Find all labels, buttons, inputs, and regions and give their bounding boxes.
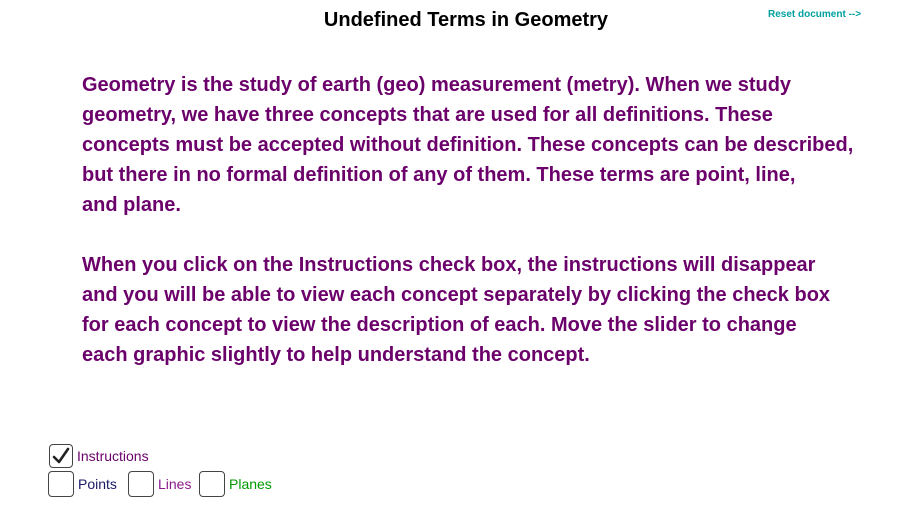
planes-checkbox-label[interactable]: Planes (229, 476, 272, 492)
intro-line: concepts must be accepted without definition. These concepts can be described, (82, 134, 854, 156)
page-title: Undefined Terms in Geometry (323, 9, 609, 31)
points-checkbox-row[interactable] (48, 471, 117, 497)
lines-checkbox[interactable] (128, 471, 154, 497)
instructions-checkbox[interactable] (49, 444, 73, 468)
instructions-checkbox-label[interactable]: Instructions (77, 448, 149, 464)
intro-line: geometry, we have three concepts that are used for all definitions. These (82, 104, 773, 126)
instructions-line: for each concept to view the description of each. Move the slider to change (82, 314, 797, 336)
instructions-checkbox-row[interactable] (49, 444, 149, 468)
instructions-line: When you click on the Instructions check box, the instructions will disappear (82, 254, 816, 276)
check-icon (51, 446, 71, 466)
intro-paragraph (82, 70, 872, 220)
points-checkbox-label[interactable]: Points (78, 476, 117, 492)
intro-line: but there in no formal definition of any of them. These terms are point, line, (82, 164, 796, 186)
lines-checkbox-label[interactable]: Lines (158, 476, 192, 492)
lines-checkbox-row[interactable] (128, 471, 191, 497)
intro-line: Geometry is the study of earth (geo) measurement (metry). When we study (82, 74, 792, 96)
reset-document-link[interactable]: Reset document --> (768, 9, 862, 20)
instructions-line: and you will be able to view each concept separately by clicking the check box (82, 284, 831, 306)
points-checkbox[interactable] (48, 471, 74, 497)
intro-line: and plane. (82, 194, 181, 216)
instructions-line: each graphic slightly to help understand the concept. (82, 344, 590, 366)
planes-checkbox-row[interactable] (199, 471, 272, 497)
planes-checkbox[interactable] (199, 471, 225, 497)
instructions-paragraph (82, 250, 872, 370)
